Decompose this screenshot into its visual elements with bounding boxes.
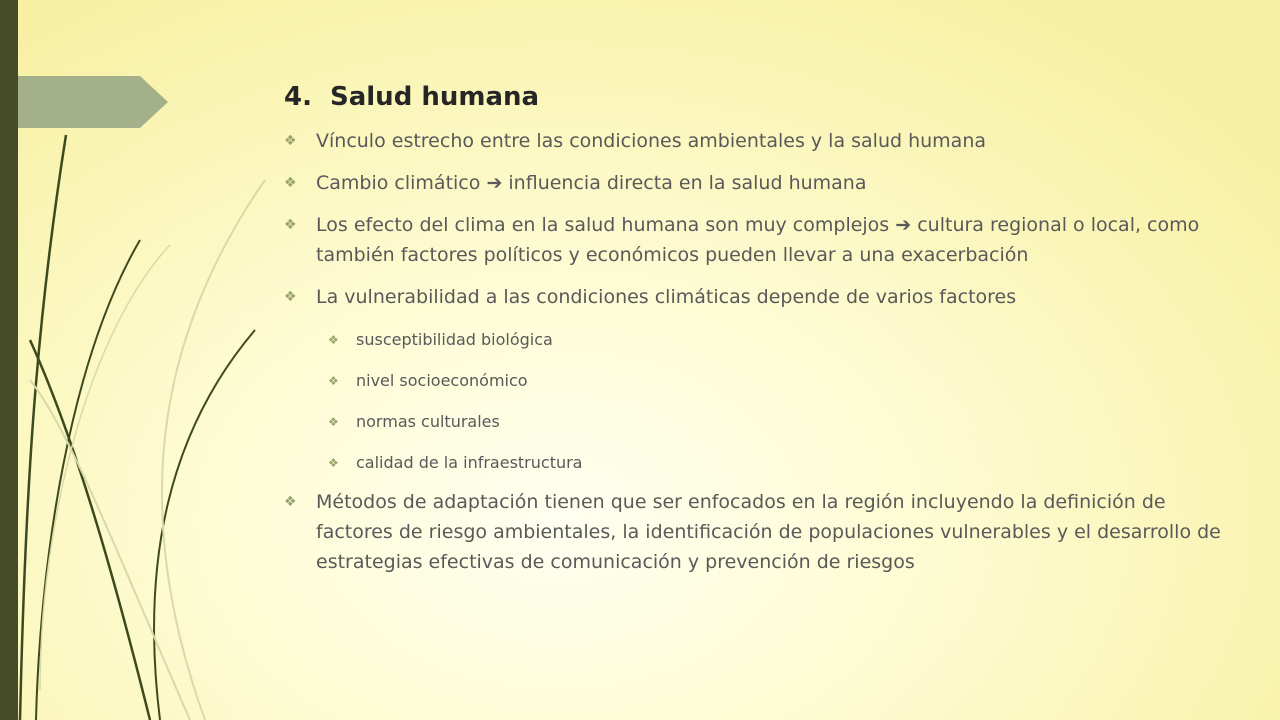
sub-bullet-item <box>328 412 1244 432</box>
slide-title <box>284 82 1244 112</box>
diamond-bullet-icon: ❖ <box>284 494 297 510</box>
diamond-bullet-icon: ❖ <box>284 133 297 149</box>
bullet-item <box>284 168 1244 198</box>
bullet-item <box>284 126 1244 156</box>
right-arrow-icon: ➔ <box>895 214 912 236</box>
diamond-bullet-icon: ❖ <box>284 175 297 191</box>
bullet-text: Métodos de adaptación tienen que ser enfocados en la región incluyendo la definición de factores de riesgo ambientales, la identificación de populaciones vulnerables y el desarrollo de estrategias efectivas de comunicación y prevención de riesgos <box>316 491 1221 573</box>
right-arrow-icon: ➔ <box>486 172 503 194</box>
diamond-bullet-icon: ❖ <box>328 415 339 429</box>
bullet-text <box>316 168 1236 198</box>
bullet-text: Vínculo estrecho entre las condiciones ambientales y la salud humana <box>316 130 987 152</box>
bullet-item <box>284 210 1244 270</box>
sub-bullet-text: nivel socioeconómico <box>356 371 528 390</box>
slide-content <box>284 82 1244 589</box>
bullet-suffix: influencia directa en la salud humana <box>508 172 867 194</box>
bullet-text <box>316 210 1236 270</box>
sub-bullet-item <box>328 330 1244 350</box>
title-tab-arrow <box>18 76 168 128</box>
diamond-bullet-icon: ❖ <box>328 374 339 388</box>
bullet-item <box>284 282 1244 312</box>
bullet-text: La vulnerabilidad a las condiciones climáticas depende de varios factores <box>316 286 1017 308</box>
sub-bullet-item <box>328 453 1244 473</box>
title-number: 4. <box>284 82 312 112</box>
sub-bullet-text: normas culturales <box>356 412 500 431</box>
bullet-suffix: cultura regional o local, como también factores políticos y económicos pueden llevar a una exacerbación <box>316 214 1200 266</box>
bullet-prefix: Cambio climático <box>316 172 481 194</box>
sub-bullet-item <box>328 371 1244 391</box>
diamond-bullet-icon: ❖ <box>284 217 297 233</box>
sub-bullet-text: calidad de la infraestructura <box>356 453 583 472</box>
diamond-bullet-icon: ❖ <box>284 289 297 305</box>
sub-bullet-text: susceptibilidad biológica <box>356 330 553 349</box>
diamond-bullet-icon: ❖ <box>328 456 339 470</box>
bullet-item <box>284 487 1244 577</box>
bullet-prefix: Los efecto del clima en la salud humana son muy complejos <box>316 214 890 236</box>
title-text: Salud humana <box>330 82 540 112</box>
diamond-bullet-icon: ❖ <box>328 333 339 347</box>
